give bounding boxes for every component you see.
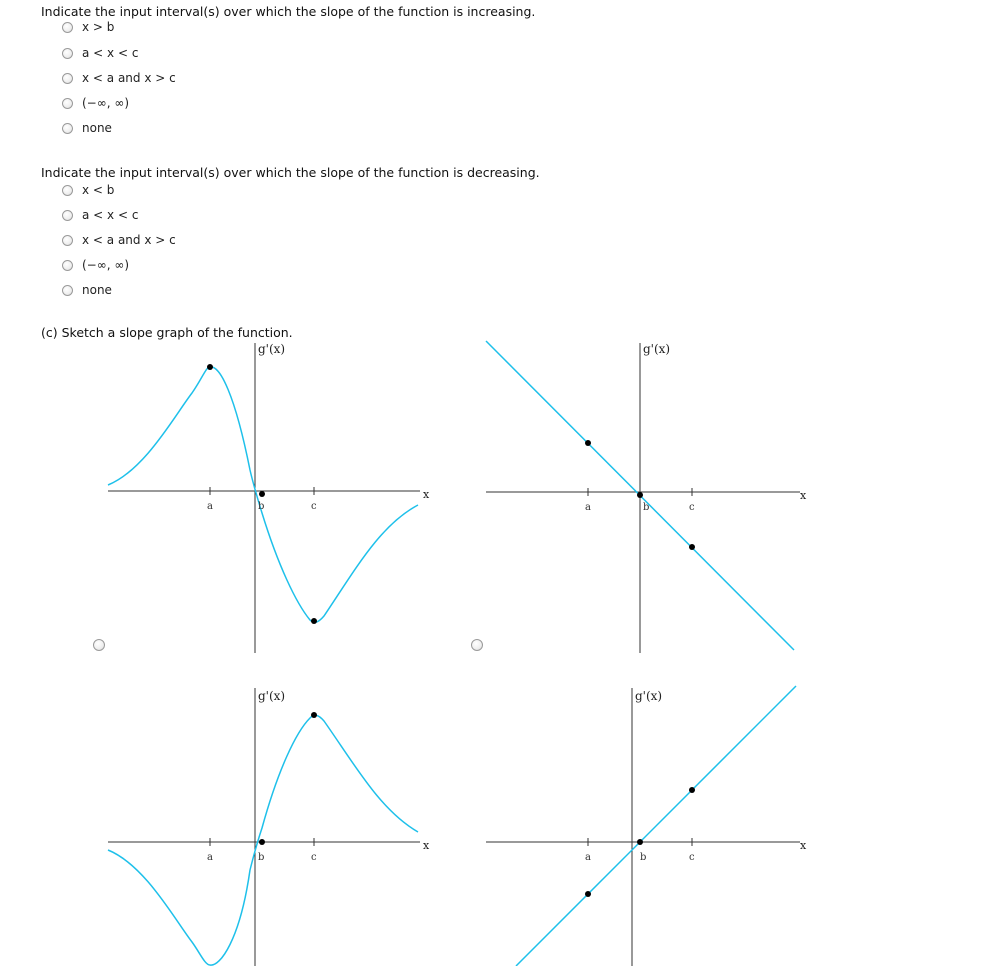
y-axis-label: g'(x) (635, 689, 663, 703)
label-c: c (689, 852, 695, 863)
q1-option-1-label: x > b (82, 20, 115, 34)
y-axis-label: g'(x) (258, 689, 286, 703)
q2-option-4-label: (−∞, ∞) (82, 258, 130, 272)
radio-icon[interactable] (62, 185, 73, 196)
radio-icon[interactable] (62, 285, 73, 296)
label-c: c (689, 502, 695, 513)
point-c (311, 618, 317, 624)
q2-option-3-label: x < a and x > c (82, 233, 176, 247)
q2-option-4[interactable] (62, 257, 129, 273)
point-b (259, 839, 265, 845)
point-b (637, 839, 643, 845)
label-a: a (207, 852, 213, 863)
q2-option-5-label: none (82, 283, 112, 297)
q1-option-4-label: (−∞, ∞) (82, 96, 130, 110)
point-b (259, 491, 265, 497)
slope-graph-2 (480, 335, 810, 655)
question-1-prompt: Indicate the input interval(s) over which the slope of the function is increasing. (41, 4, 536, 19)
q1-option-3-label: x < a and x > c (82, 71, 176, 85)
q1-option-4[interactable] (62, 95, 129, 111)
label-c: c (311, 852, 317, 863)
label-c: c (311, 501, 317, 512)
label-b: b (640, 852, 647, 863)
radio-icon[interactable] (62, 98, 73, 109)
q1-option-2[interactable] (62, 45, 138, 61)
point-c (689, 787, 695, 793)
x-axis-label: x (423, 488, 430, 501)
label-a: a (585, 852, 591, 863)
radio-icon[interactable] (62, 123, 73, 134)
radio-icon[interactable] (62, 48, 73, 59)
q1-option-5-label: none (82, 121, 112, 135)
x-axis-label: x (800, 839, 807, 852)
point-a (585, 440, 591, 446)
q1-option-2-label: a < x < c (82, 46, 139, 60)
q2-option-5[interactable] (62, 282, 112, 298)
radio-icon[interactable] (62, 210, 73, 221)
question-2-prompt: Indicate the input interval(s) over which the slope of the function is decreasing. (41, 165, 540, 180)
x-axis-label: x (423, 839, 430, 852)
point-a (585, 891, 591, 897)
q2-option-1-label: x < b (82, 183, 115, 197)
label-b: b (258, 852, 265, 863)
point-b (637, 492, 643, 498)
label-b: b (643, 502, 650, 513)
slope-graph-4 (480, 680, 810, 966)
q2-option-2-label: a < x < c (82, 208, 139, 222)
radio-icon[interactable] (62, 260, 73, 271)
question-3-prompt: (c) Sketch a slope graph of the function. (41, 325, 293, 340)
point-a (207, 364, 213, 370)
radio-icon[interactable] (62, 235, 73, 246)
label-a: a (207, 501, 213, 512)
q2-option-1[interactable] (62, 182, 114, 198)
slope-graph-1 (100, 335, 430, 655)
label-b: b (258, 501, 265, 512)
q1-option-3[interactable] (62, 70, 176, 86)
q2-option-2[interactable] (62, 207, 138, 223)
y-axis-label: g'(x) (258, 342, 286, 356)
radio-icon[interactable] (62, 73, 73, 84)
label-a: a (585, 502, 591, 513)
point-c (311, 712, 317, 718)
q1-option-1[interactable] (62, 19, 114, 35)
x-axis-label: x (800, 489, 807, 502)
slope-graph-3 (100, 680, 430, 966)
radio-icon[interactable] (62, 22, 73, 33)
point-c (689, 544, 695, 550)
q1-option-5[interactable] (62, 120, 112, 136)
slope-line (516, 686, 796, 966)
q2-option-3[interactable] (62, 232, 176, 248)
y-axis-label: g'(x) (643, 342, 671, 356)
